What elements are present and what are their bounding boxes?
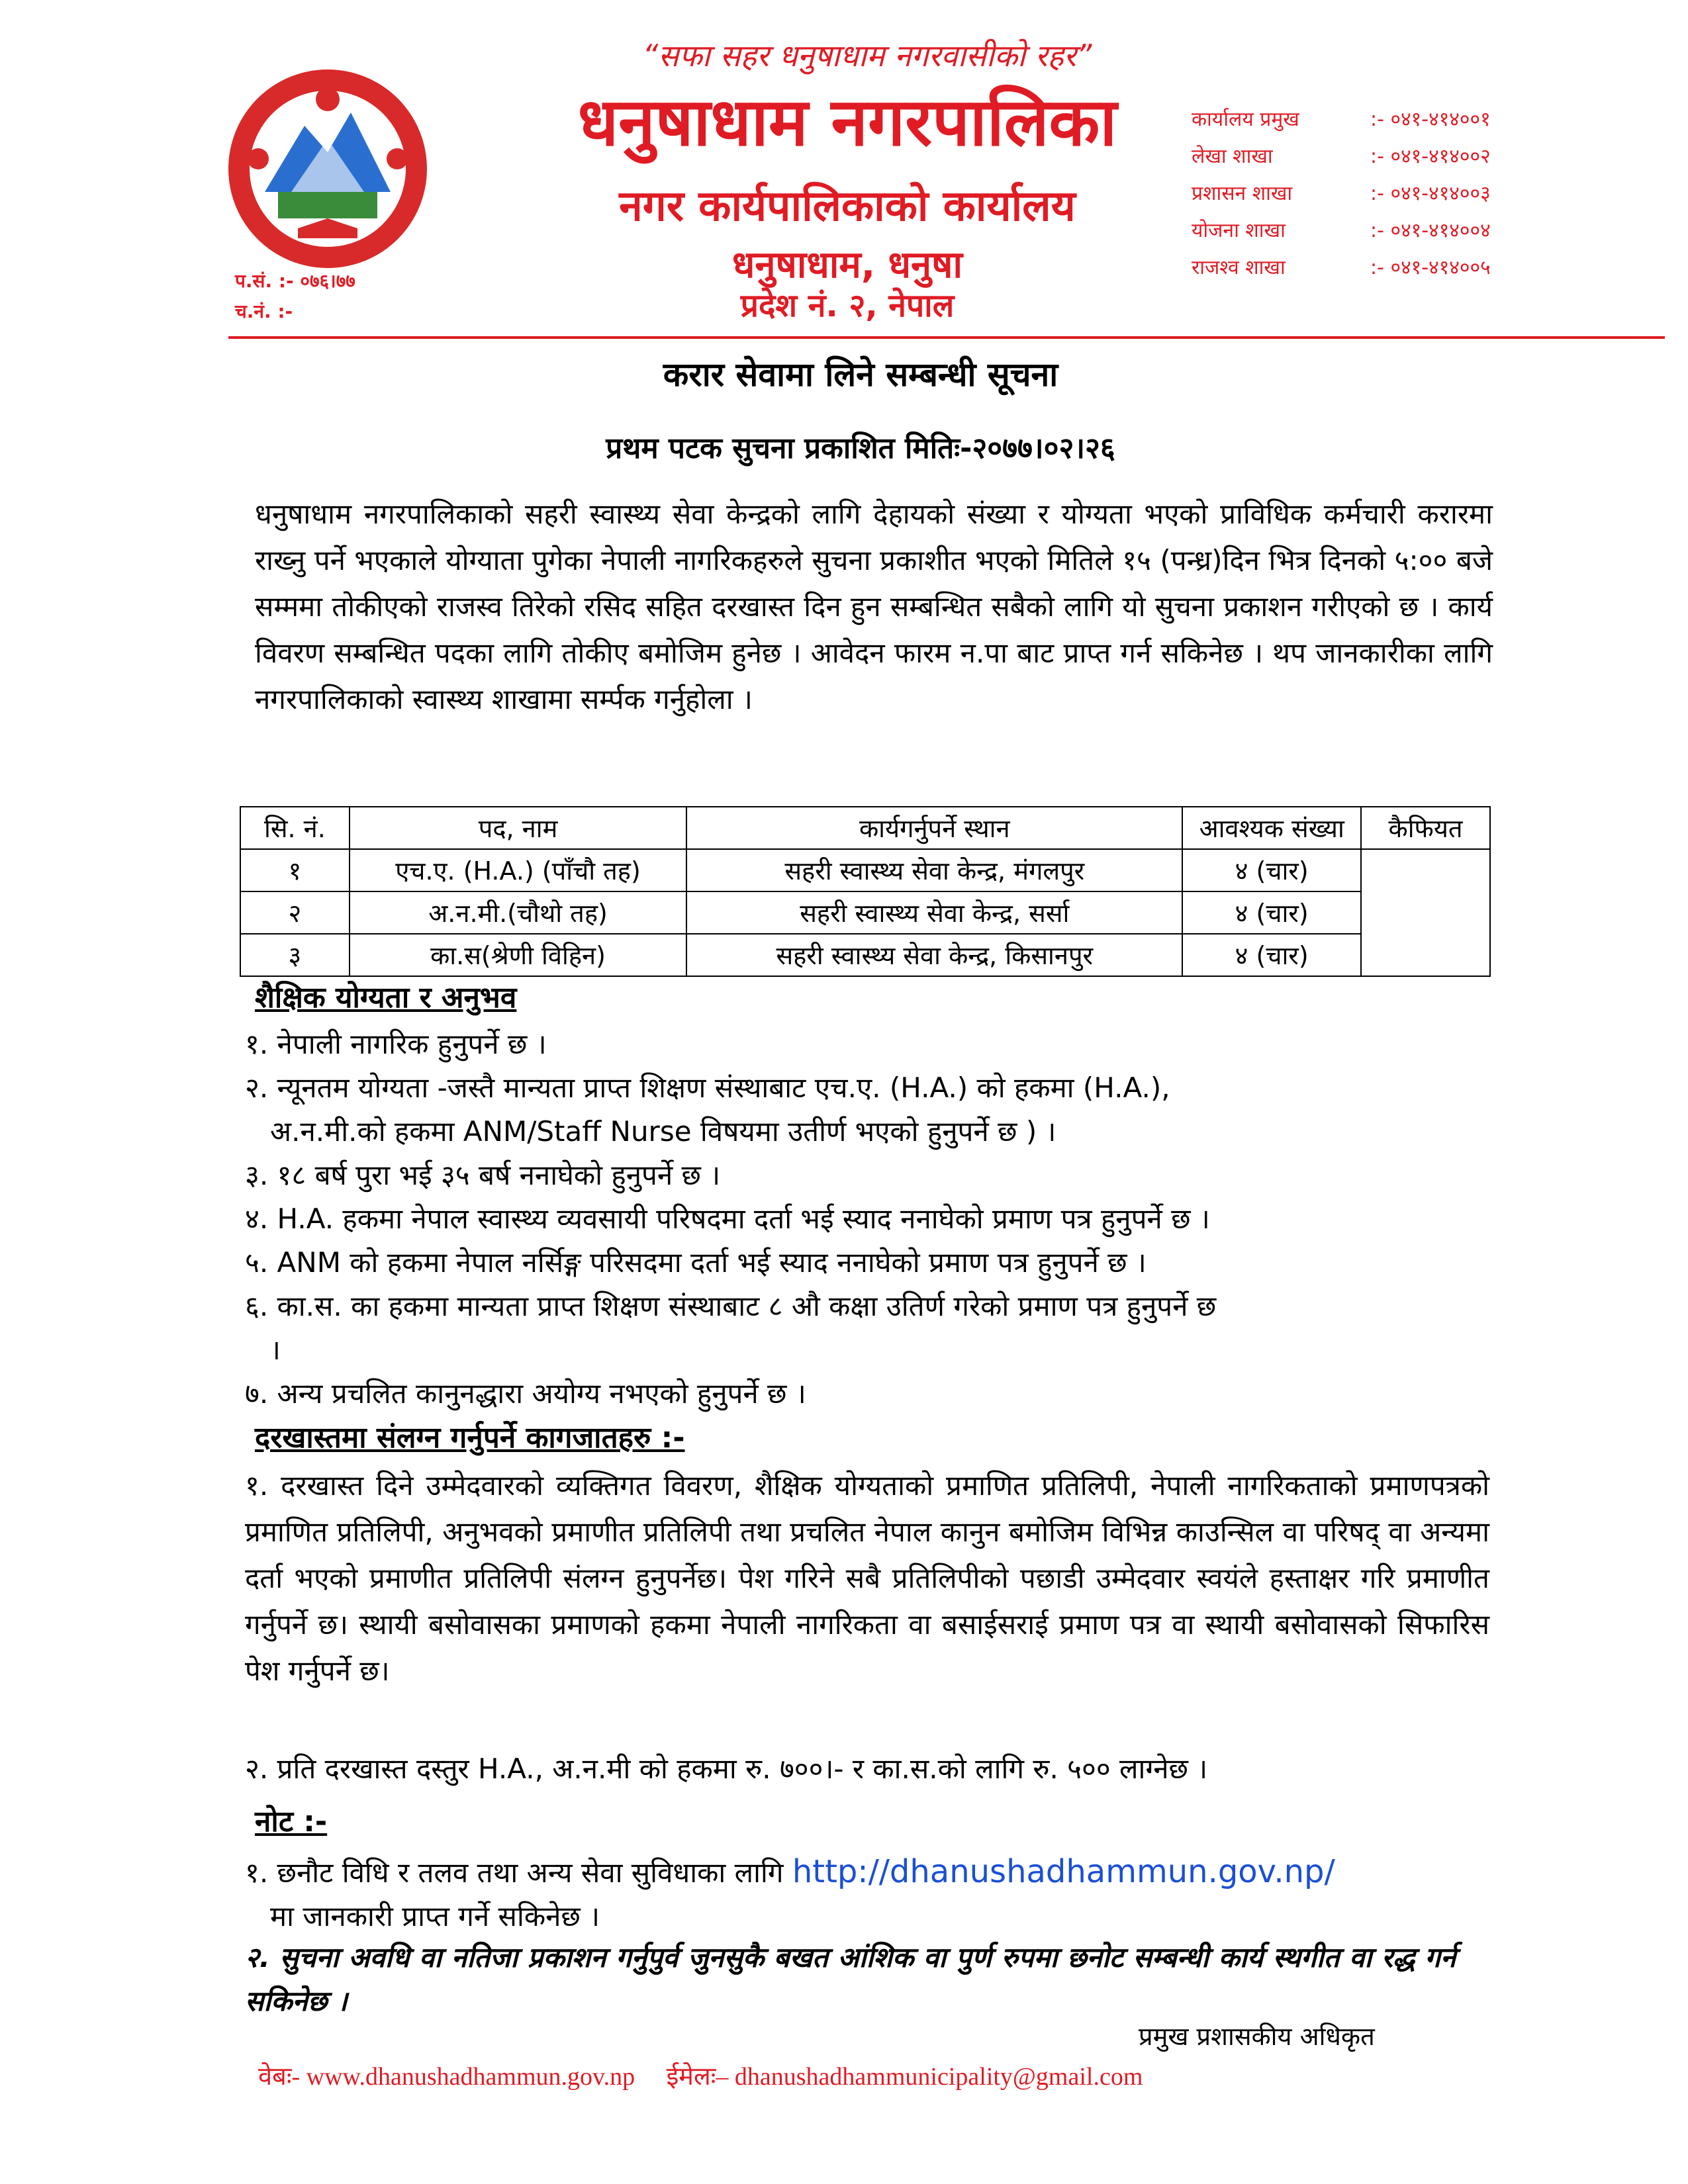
posts-table bbox=[240, 806, 1491, 977]
table-cell: सहरी स्वास्थ्य सेवा केन्द्र, सर्सा bbox=[686, 891, 1182, 934]
contact-label: लेखा शाखा bbox=[1192, 144, 1273, 168]
table-cell: का.स(श्रेणी विहिन) bbox=[350, 934, 686, 976]
table-cell: २ bbox=[240, 891, 350, 934]
table-cell: ४ (चार) bbox=[1182, 849, 1361, 891]
list-item: १. नेपाली नागरिक हुनुपर्ने छ । bbox=[245, 1028, 547, 1060]
table-header: सि. नं. bbox=[240, 807, 350, 849]
documents-heading: दरखास्तमा संलग्न गर्नुपर्ने कागजातहरु :- bbox=[255, 1421, 685, 1455]
email-label: ईमेलः– bbox=[666, 2063, 729, 2091]
contact-number: :- ०४१-४१४००१ bbox=[1370, 107, 1491, 131]
list-item: ४. H.A. हकमा नेपाल स्वास्थ्य व्यवसायी परिषदमा दर्ता भई स्याद ननाघेको प्रमाण पत्र हुनुपर्ने छ । bbox=[245, 1203, 1210, 1235]
table-header: पद, नाम bbox=[350, 807, 686, 849]
note-item-1 bbox=[245, 1850, 1503, 1938]
nepal-emblem-icon bbox=[218, 60, 437, 271]
contact-number: :- ०४१-४१४००४ bbox=[1370, 218, 1491, 242]
table-header: कैफियत bbox=[1361, 807, 1490, 849]
ref-number: प.सं. :- ०७६।७७ bbox=[235, 270, 355, 292]
table-cell: ४ (चार) bbox=[1182, 891, 1361, 934]
list-item: । bbox=[270, 1334, 281, 1366]
contact-label: योजना शाखा bbox=[1192, 218, 1286, 242]
table-cell: सहरी स्वास्थ्य सेवा केन्द्र, मंगलपुर bbox=[686, 849, 1182, 891]
list-item: ६. का.स. का हकमा मान्यता प्राप्त शिक्षण संस्थाबाट ८ औ कक्षा उतिर्ण गरेको प्रमाण पत्र हुनुपर्ने छ bbox=[245, 1290, 1217, 1322]
table-cell: ४ (चार) bbox=[1182, 934, 1361, 976]
note-text: १. छनौट विधि र तलव तथा अन्य सेवा सुविधाका लागि bbox=[245, 1856, 784, 1889]
contact-number: :- ०४१-४१४००३ bbox=[1370, 181, 1491, 205]
contact-number: :- ०४१-४१४००५ bbox=[1370, 255, 1491, 279]
documents-item-1: १. दरखास्त दिने उम्मेदवारको व्यक्तिगत विवरण, शैक्षिक योग्यताको प्रमाणित प्रतिलिपी, नेपाली नागरिकताको प्रमाणपत्रको प्रमाणित प्रतिलिपी, अनुभवको प्रमाणीत प्रतिलिपी तथा प्रचलित नेपाल कानुन बमोजिम विभिन्न काउन्सिल वा परिषद् वा अन्यमा दर्ता भएको प्रमाणीत प्रतिलिपी संलग्न हुनुपर्नेछ। पेश गरिने सबै प्रतिलिपीको पछाडी उम्मेदवार स्वयंले हस्ताक्षर गरि प्रमाणीत गर्नुपर्ने छ। स्थायी बसोवासका प्रमाणको हकमा नेपाली नागरिकता वा बसाईसराई प्रमाण पत्र वा स्थायी बसोवासको सिफारिस पेश गर्नुपर्ने छ। bbox=[245, 1469, 1489, 1687]
dispatch-number: च.नं. :- bbox=[235, 300, 293, 322]
signatory: प्रमुख प्रशासकीय अधिकृत bbox=[1139, 2022, 1375, 2051]
note-text: मा जानकारी प्राप्त गर्ने सकिनेछ । bbox=[270, 1900, 600, 1933]
footer-website[interactable]: www.dhanushadhammun.gov.np bbox=[306, 2063, 635, 2091]
table-header-row bbox=[240, 807, 1490, 849]
list-item: ७. अन्य प्रचलित कानुनद्धारा अयोग्य नभएको हुनुपर्ने छ । bbox=[245, 1377, 806, 1410]
table-header: आवश्यक संख्या bbox=[1182, 807, 1361, 849]
notice-paragraph: धनुषाधाम नगरपालिकाको सहरी स्वास्थ्य सेवा केन्द्रको लागि देहायको संख्या र योग्यता भएको प्राविधिक कर्मचारी करारमा राख्नु पर्ने भएकाले योग्याता पुगेका नेपाली नागरिकहरुले सुचना प्रकाशीत भएको मितिले १५ (पन्ध्र)दिन भित्र दिनको ५:०० बजे सम्ममा तोकीएको राजस्व तिरेको रसिद सहित दरखास्त दिन हुन सम्बन्धित सबैको लागि यो सुचना प्रकाशन गरीएको छ । कार्य विवरण सम्बन्धित पदका लागि तोकीए बमोजिम हुनेछ । आवेदन फारम न.पा बाट प्राप्त गर्न सकिनेछ । थप जानकारीका लागि नगरपालिकाको स्वास्थ्य शाखामा सर्म्पक गर्नुहोला । bbox=[255, 498, 1493, 715]
contact-row bbox=[1192, 136, 1668, 173]
publish-date: प्रथम पटक सुचना प्रकाशित मितिः-२०७७।०२।२६ bbox=[606, 432, 1115, 465]
contact-row bbox=[1192, 99, 1668, 136]
contact-row bbox=[1192, 248, 1668, 285]
header-divider bbox=[228, 336, 1665, 339]
footer-email[interactable]: dhanushadhammunicipality@gmail.com bbox=[734, 2063, 1143, 2091]
office-name: नगर कार्यपालिकाको कार्यालय bbox=[619, 182, 1076, 231]
address: धनुषाधाम, धनुषा bbox=[732, 244, 962, 287]
contact-row bbox=[1192, 210, 1668, 248]
ref-block bbox=[235, 266, 355, 327]
table-cell: सहरी स्वास्थ्य सेवा केन्द्र, किसानपुर bbox=[686, 934, 1182, 976]
list-item: अ.न.मी.को हकमा ANM/Staff Nurse विषयमा उतीर्ण भएको हुनुपर्ने छ ) । bbox=[270, 1115, 1056, 1148]
note-heading: नोट :- bbox=[255, 1805, 328, 1839]
contact-label: प्रशासन शाखा bbox=[1192, 181, 1293, 205]
list-item: ३. १८ बर्ष पुरा भई ३५ बर्ष ननाघेको हुनुपर्ने छ । bbox=[245, 1159, 721, 1191]
qualifications-list bbox=[245, 1023, 1503, 1416]
contact-label: कार्यालय प्रमुख bbox=[1192, 107, 1299, 131]
table-cell: अ.न.मी.(चौथो तह) bbox=[350, 891, 686, 934]
contact-number: :- ०४१-४१४००२ bbox=[1370, 144, 1491, 168]
footer bbox=[258, 2058, 1143, 2093]
note-line bbox=[245, 1850, 1503, 1895]
table-row bbox=[240, 891, 1490, 934]
web-label: वेबः- bbox=[258, 2063, 301, 2091]
remarks-cell bbox=[1361, 849, 1490, 976]
table-cell: एच.ए. (H.A.) (पाँचौ तह) bbox=[350, 849, 686, 891]
table-cell: १ bbox=[240, 849, 350, 891]
table-row bbox=[240, 849, 1490, 891]
org-name: धनुषाधाम नगरपालिका bbox=[577, 83, 1117, 161]
list-item: २. न्यूनतम योग्यता -जस्तै मान्यता प्राप्त शिक्षण संस्थाबाट एच.ए. (H.A.) को हकमा (H.A.), bbox=[245, 1071, 1170, 1104]
province: प्रदेश नं. २, नेपाल bbox=[740, 287, 955, 324]
table-cell: ३ bbox=[240, 934, 350, 976]
note-item-2: २. सुचना अवधि वा नतिजा प्रकाशन गर्नुपुर्व जुनसुकै बखत आंशिक वा पुर्ण रुपमा छनोट सम्बन्धी कार्य स्थगीत वा रद्ध गर्न सकिनेछ । bbox=[245, 1941, 1456, 2017]
documents-item-2: २. प्रति दरखास्त दस्तुर H.A., अ.न.मी को हकमा रु. ७००।- र का.स.को लागि रु. ५०० लाग्नेछ । bbox=[245, 1752, 1208, 1785]
list-item: ५. ANM को हकमा नेपाल नर्सिङ्ग परिसदमा दर्ता भई स्याद ननाघेको प्रमाण पत्र हुनुपर्ने छ । bbox=[245, 1246, 1147, 1279]
notice-title: करार सेवामा लिने सम्बन्धी सूचना bbox=[663, 355, 1058, 394]
table-row bbox=[240, 934, 1490, 976]
slogan: “सफा सहर धनुषाधाम नगरवासीको रहर” bbox=[642, 38, 1092, 73]
contact-row bbox=[1192, 173, 1668, 210]
contact-list bbox=[1192, 99, 1668, 285]
qualifications-heading: शैक्षिक योग्यता र अनुभव bbox=[255, 981, 517, 1015]
table-header: कार्यगर्नुपर्ने स्थान bbox=[686, 807, 1182, 849]
contact-label: राजश्व शाखा bbox=[1192, 255, 1286, 279]
website-link[interactable]: http://dhanushadhammun.gov.np/ bbox=[792, 1853, 1335, 1890]
